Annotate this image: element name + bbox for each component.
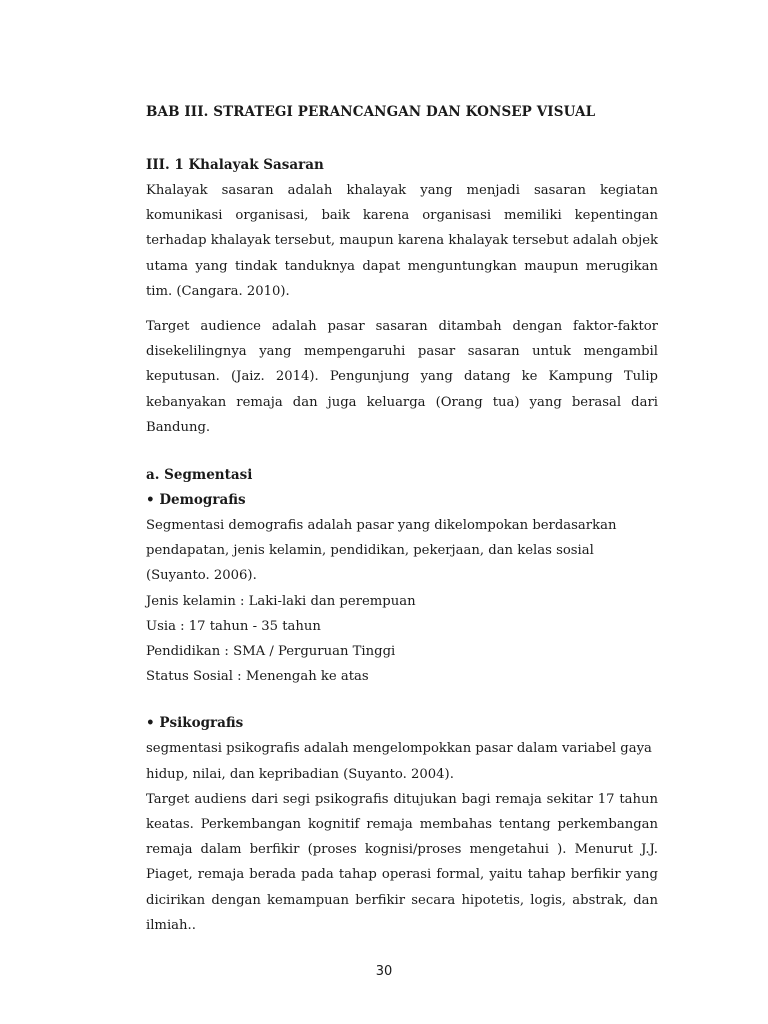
demografis-item-social-status: Status Sosial : Menengah ke atas	[146, 669, 369, 685]
demografis-title: • Demografis	[146, 492, 246, 509]
demografis-item-education: Pendidikan : SMA / Perguruan Tinggi	[146, 644, 396, 660]
document-page	[146, 101, 658, 938]
psikografis-paragraph-2: Target audiens dari segi psikografis ditujukan bagi remaja sekitar 17 tahun keatas. Perkembangan kognitif remaja membahas tentang perkembangan remaja dalam berfikir (proses kognisi/proses mengetahui ). Menurut J.J. Piaget, remaja berada pada tahap operasi formal, yaitu tahap berfikir yang dicirikan dengan kemampuan berfikir secara hipotetis, logis, abstrak, dan ilmiah..	[146, 791, 658, 933]
chapter-title: BAB III. STRATEGI PERANCANGAN DAN KONSEP VISUAL	[146, 104, 596, 120]
section-paragraph-1: Khalayak sasaran adalah khalayak yang menjadi sasaran kegiatan komunikasi organisasi, baik karena organisasi memiliki kepentingan terhadap khalayak tersebut, maupun karena khalayak tersebut adalah objek utama yang tindak tanduknya dapat menguntungkan maupun merugikan tim. (Cangara. 2010).	[146, 183, 658, 299]
psikografis-paragraph-1: segmentasi psikografis adalah mengelompokkan pasar dalam variabel gaya hidup, nilai, dan kepribadian (Suyanto. 2004).	[146, 741, 652, 782]
demografis-item-gender: Jenis kelamin : Laki-laki dan perempuan	[146, 593, 416, 609]
segmentasi-title: a. Segmentasi	[146, 467, 253, 484]
demografis-item-age: Usia : 17 tahun - 35 tahun	[146, 618, 321, 634]
section-title: III. 1 Khalayak Sasaran	[146, 157, 324, 173]
page-number: 30	[375, 964, 393, 979]
psikografis-title: • Psikografis	[146, 715, 244, 732]
section-paragraph-2: Target audience adalah pasar sasaran ditambah dengan faktor-faktor disekelilingnya yang mempengaruhi pasar sasaran untuk mengambil keputusan. (Jaiz. 2014). Pengunjung yang datang ke Kampung Tulip kebanyakan remaja dan juga keluarga (Orang tua) yang berasal dari Bandung.	[146, 319, 658, 435]
demografis-paragraph: Segmentasi demografis adalah pasar yang dikelompokan berdasarkan pendapatan, jenis kelamin, pendidikan, pekerjaan, dan kelas sosial (Suyanto. 2006).	[146, 518, 617, 584]
